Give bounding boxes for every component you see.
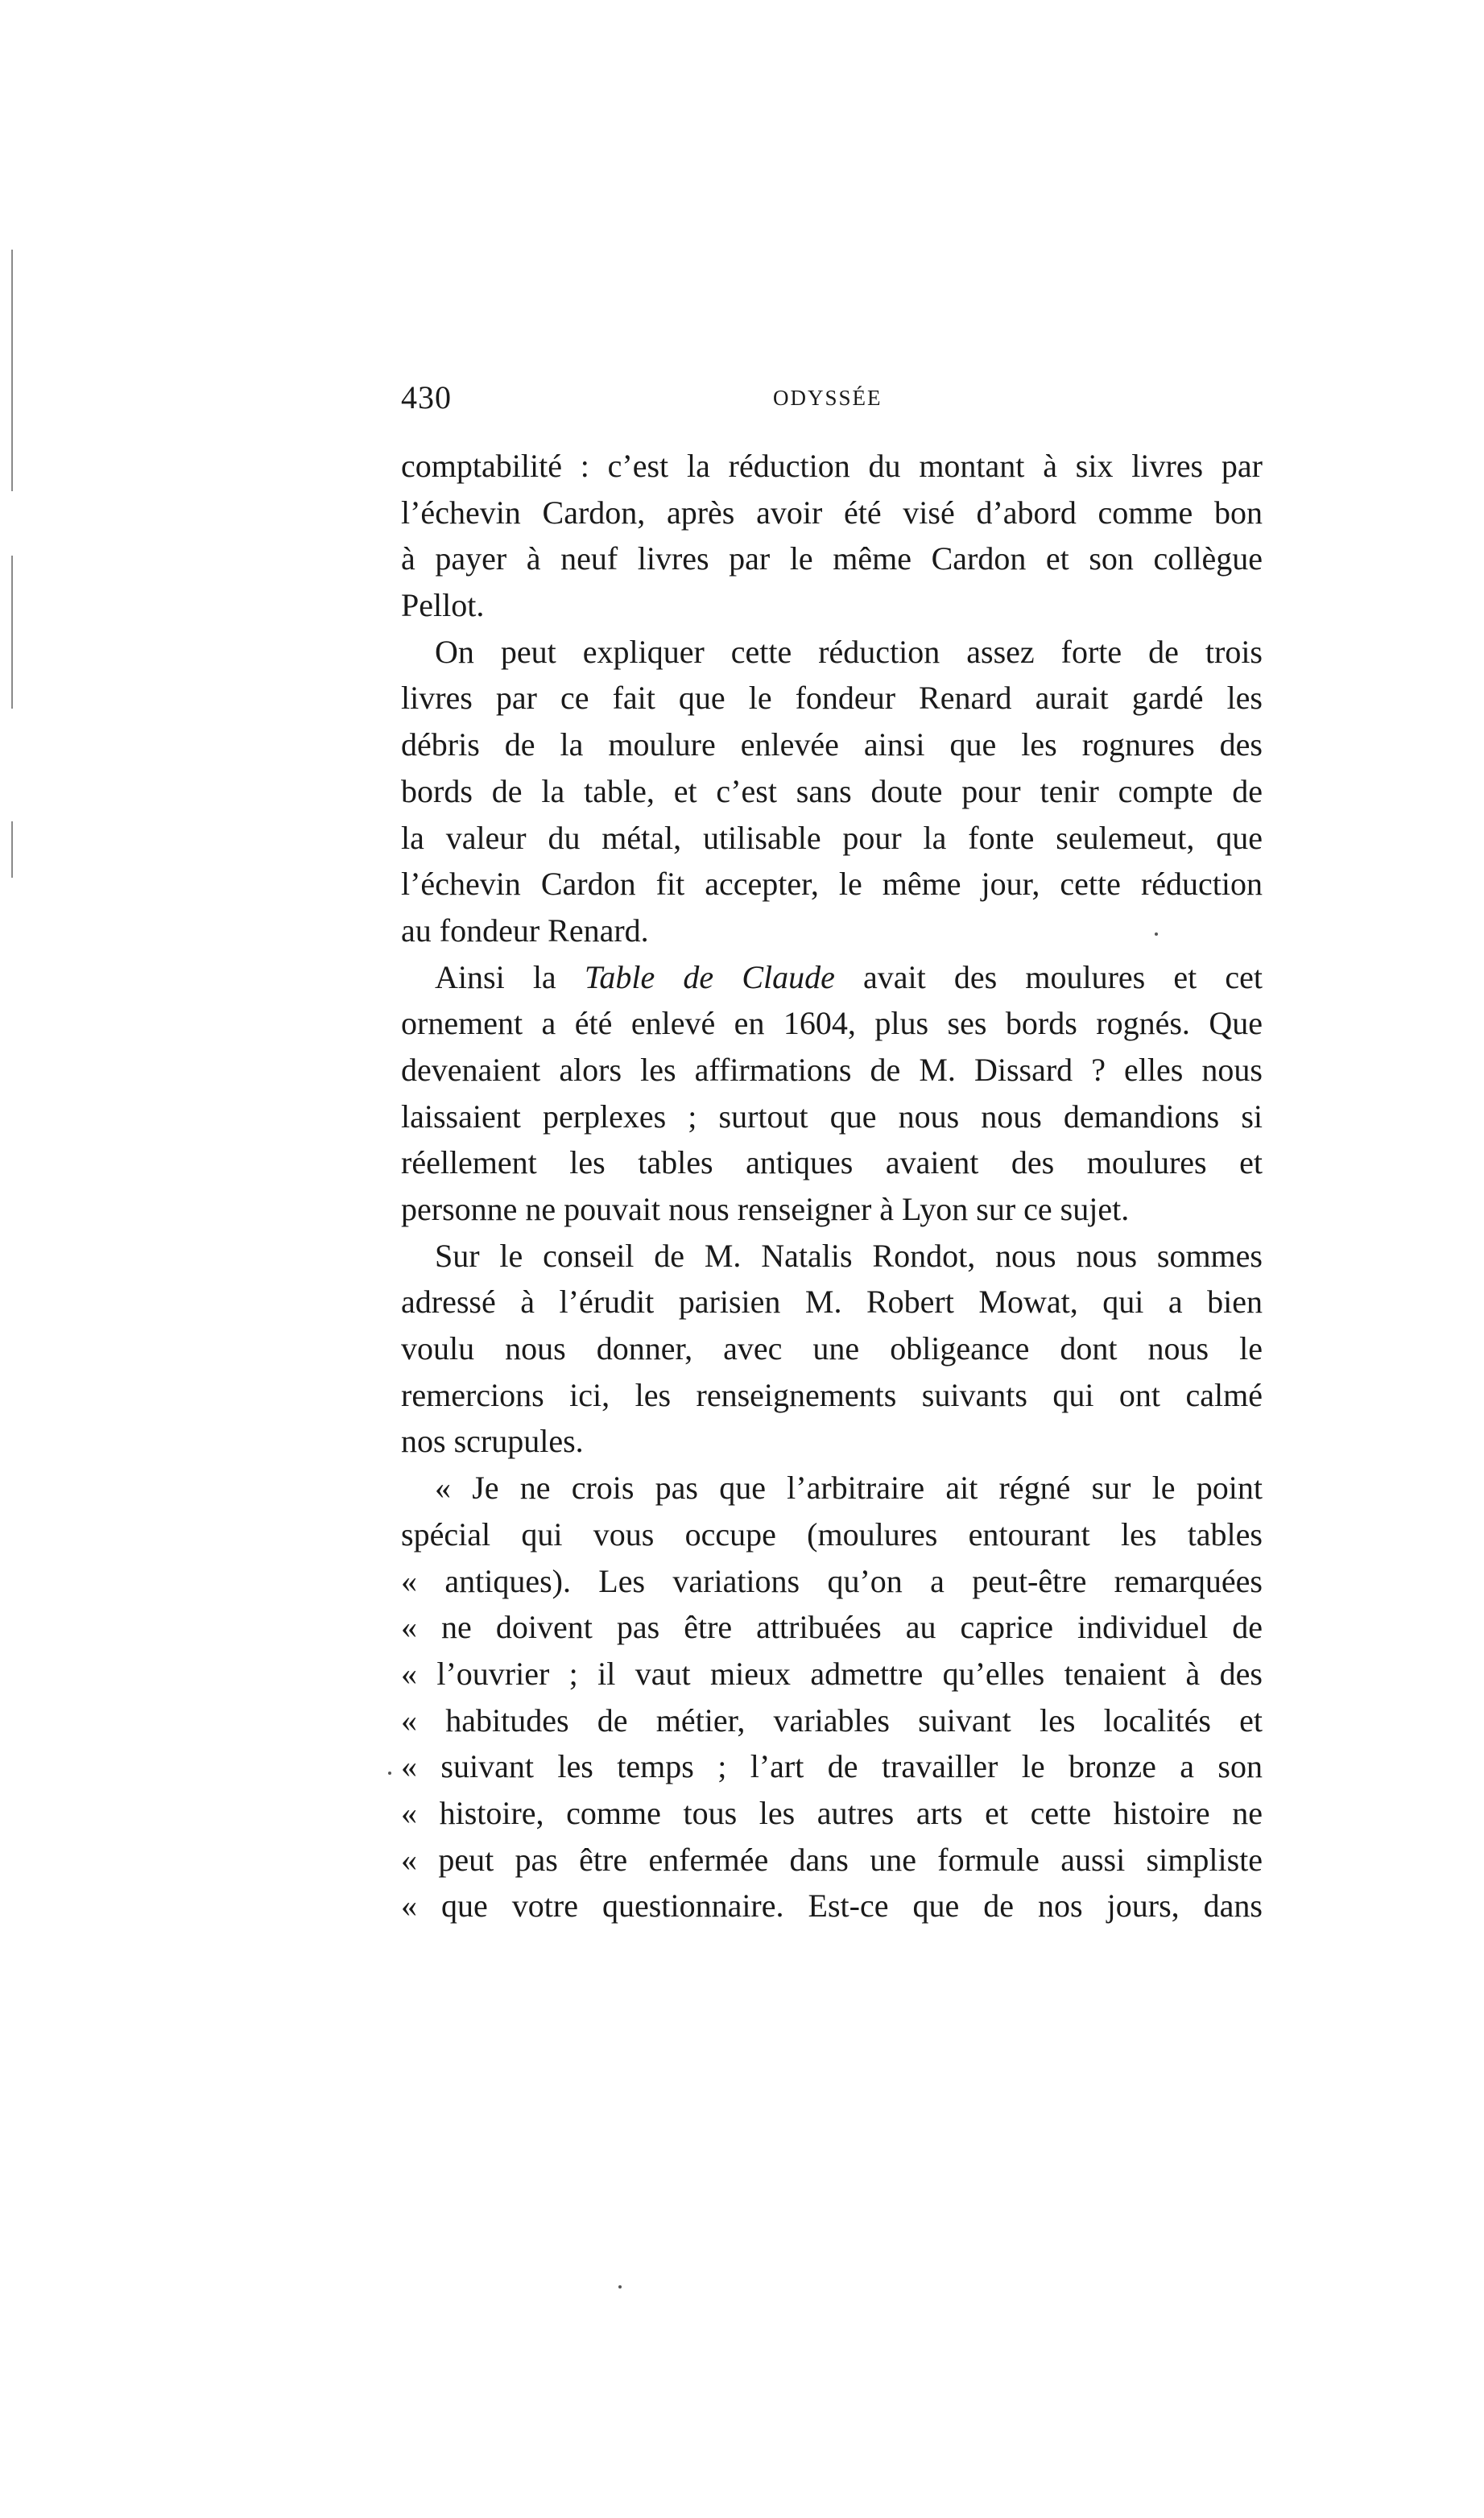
text-line: l’échevin Cardon, après avoir été visé d’abord comme bon <box>401 494 1263 531</box>
text-line: remercions ici, les renseignements suivants qui ont calmé <box>401 1376 1263 1413</box>
page-number: 430 <box>401 379 452 416</box>
text-line: livres par ce fait que le fondeur Renard aurait gardé les <box>401 680 1263 717</box>
italic-title: Table de Claude <box>584 958 835 995</box>
scan-speck <box>618 2285 622 2289</box>
text-line: la valeur du métal, utilisable pour la fonte seulemeut, que <box>401 819 1263 856</box>
text-line: adressé à l’érudit parisien M. Robert Mowat, qui a bien <box>401 1284 1263 1321</box>
text-line: On peut expliquer cette réduction assez forte de trois <box>435 633 1263 670</box>
text-line: comptabilité : c’est la réduction du montant à six livres par <box>401 448 1263 484</box>
scan-edge-mark <box>11 821 13 878</box>
text-line: « peut pas être enfermée dans une formule aussi simpliste <box>401 1841 1263 1878</box>
text-line: nos scrupules. <box>401 1423 584 1460</box>
text-line: « l’ouvrier ; il vaut mieux admettre qu’elles tenaient à des <box>401 1655 1263 1692</box>
text-line: ornement a été enlevé en 1604, plus ses bords rognés. Que <box>401 1005 1263 1042</box>
text-line: débris de la moulure enlevée ainsi que les rognures des <box>401 726 1263 763</box>
scan-edge-mark <box>11 556 13 709</box>
text-line: Sur le conseil de M. Natalis Rondot, nous nous sommes <box>435 1237 1263 1274</box>
text-line: « que votre questionnaire. Est-ce que de nos jours, dans <box>401 1887 1263 1925</box>
text-line: « suivant les temps ; l’art de travailler le bronze a son <box>401 1748 1263 1785</box>
scan-speck <box>1155 932 1158 936</box>
text-line: « histoire, comme tous les autres arts et cette histoire ne <box>401 1794 1263 1831</box>
running-title: ODYSSÉE <box>773 386 883 410</box>
scan-edge-mark <box>11 250 13 491</box>
text-line: « ne doivent pas être attribuées au caprice individuel de <box>401 1609 1263 1646</box>
text-segment: Ainsi la <box>435 958 585 995</box>
page-header <box>401 375 1263 420</box>
text-line: laissaient perplexes ; surtout que nous nous demandions si <box>401 1098 1263 1135</box>
body-text <box>401 443 1263 1929</box>
text-line: voulu nous donner, avec une obligeance dont nous le <box>401 1330 1263 1367</box>
text-segment: avait des moulures et cet <box>834 958 1263 995</box>
text-line <box>401 954 1263 1001</box>
text-line: à payer à neuf livres par le même Cardon et son collègue <box>401 540 1263 577</box>
text-line: au fondeur Renard. <box>401 912 649 949</box>
scan-speck <box>388 1772 391 1775</box>
text-line: réellement les tables antiques avaient des moulures et <box>401 1144 1263 1181</box>
text-line: Pellot. <box>401 587 485 624</box>
text-line: l’échevin Cardon fit accepter, le même jour, cette réduction <box>401 866 1263 903</box>
text-line: « Je ne crois pas que l’arbitraire ait régné sur le point <box>435 1470 1263 1507</box>
text-line: spécial qui vous occupe (moulures entourant les tables <box>401 1515 1263 1553</box>
text-line: personne ne pouvait nous renseigner à Lyon sur ce sujet. <box>401 1191 1130 1227</box>
text-line: bords de la table, et c’est sans doute pour tenir compte de <box>401 772 1263 809</box>
text-line: « antiques). Les variations qu’on a peut-être remarquées <box>401 1562 1263 1599</box>
text-line: « habitudes de métier, variables suivant les localités et <box>401 1701 1263 1739</box>
text-line: devenaient alors les affirmations de M. Dissard ? elles nous <box>401 1051 1263 1088</box>
